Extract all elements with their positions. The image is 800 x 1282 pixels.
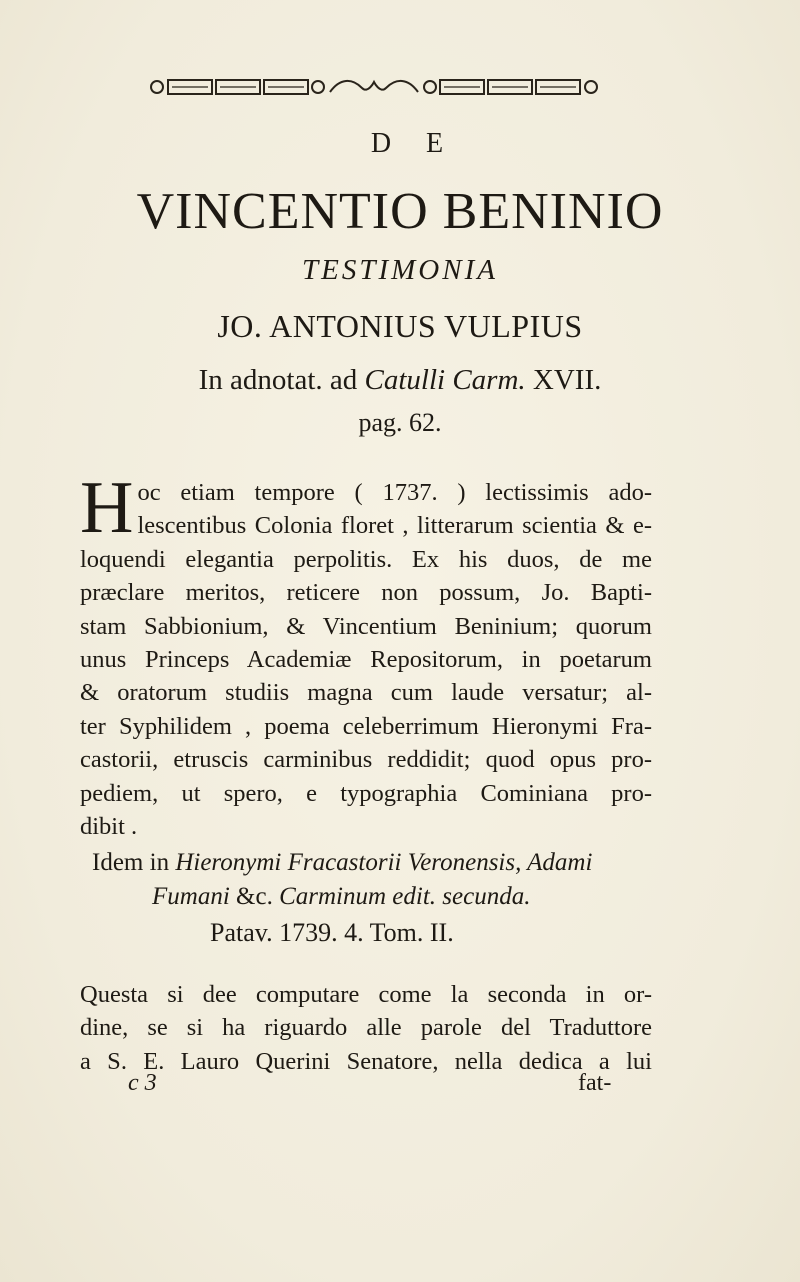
citation-line-2 (152, 880, 530, 914)
paragraph-italian (80, 978, 652, 1078)
author-name: JO. ANTONIUS VULPIUS (217, 308, 583, 344)
text-line: stam Sabbionium, & Vincentium Beninium; quorum (80, 612, 652, 640)
text-line: Questa si dee computare come la seconda in or- (80, 981, 652, 1008)
header-ornament (148, 74, 600, 100)
text-line: castorii, etruscis carminibus reddidit; quod opus pro- (80, 746, 652, 774)
text-line: loquendi elegantia perpolitis. Ex his duos, de me (80, 545, 652, 573)
text-line: dine, se si ha riguardo alle parole del Traduttore (80, 1014, 652, 1042)
text-line: a S. E. Lauro Querini Senatore, nella dedica a lui (80, 1047, 652, 1075)
text-line: pediem, ut spero, e typographia Cominiana pro- (80, 779, 652, 807)
text-line: unus Princeps Academiæ Repositorum, in poetarum (80, 646, 652, 674)
reference-prefix: In adnotat. ad (198, 364, 358, 396)
citation-etc: &c. (229, 883, 280, 910)
reference-work: Catulli Carm. (364, 364, 526, 396)
text-line: & oratorum studiis magna cum laude versatur; al- (80, 679, 652, 707)
page-title: VINCENTIO BENINIO (136, 183, 664, 240)
reference-line (0, 364, 800, 397)
heading-de: D E (370, 128, 458, 159)
text-line: dibit . (80, 813, 138, 841)
reference-number: XVII. (532, 364, 602, 396)
text-line: præclare meritos, reticere non possum, Jo. Bapti- (80, 579, 652, 607)
citation-line-1 (92, 846, 592, 880)
drop-cap: H (80, 467, 134, 549)
text-line: oc etiam tempore ( 1737. ) lectissimis ado- (137, 479, 652, 506)
catchword: fat- (578, 1070, 612, 1096)
citation-work: Hieronymi Fracastorii Veronensis, Adami (175, 849, 593, 876)
citation-edition: Carminum edit. secunda. (279, 883, 531, 910)
reference-page: pag. 62. (358, 408, 442, 437)
text-line: ter Syphilidem , poema celeberrimum Hieronymi Fra- (80, 712, 652, 740)
citation-author: Fumani (152, 883, 230, 910)
citation-imprint: Patav. 1739. 4. Tom. II. (210, 918, 454, 947)
text-line: lescentibus Colonia floret , litterarum scientia & e- (137, 512, 652, 540)
signature-mark: c 3 (128, 1070, 157, 1096)
subtitle: TESTIMONIA (302, 254, 498, 286)
citation-prefix: Idem in (92, 849, 170, 876)
paragraph-main (80, 467, 652, 843)
